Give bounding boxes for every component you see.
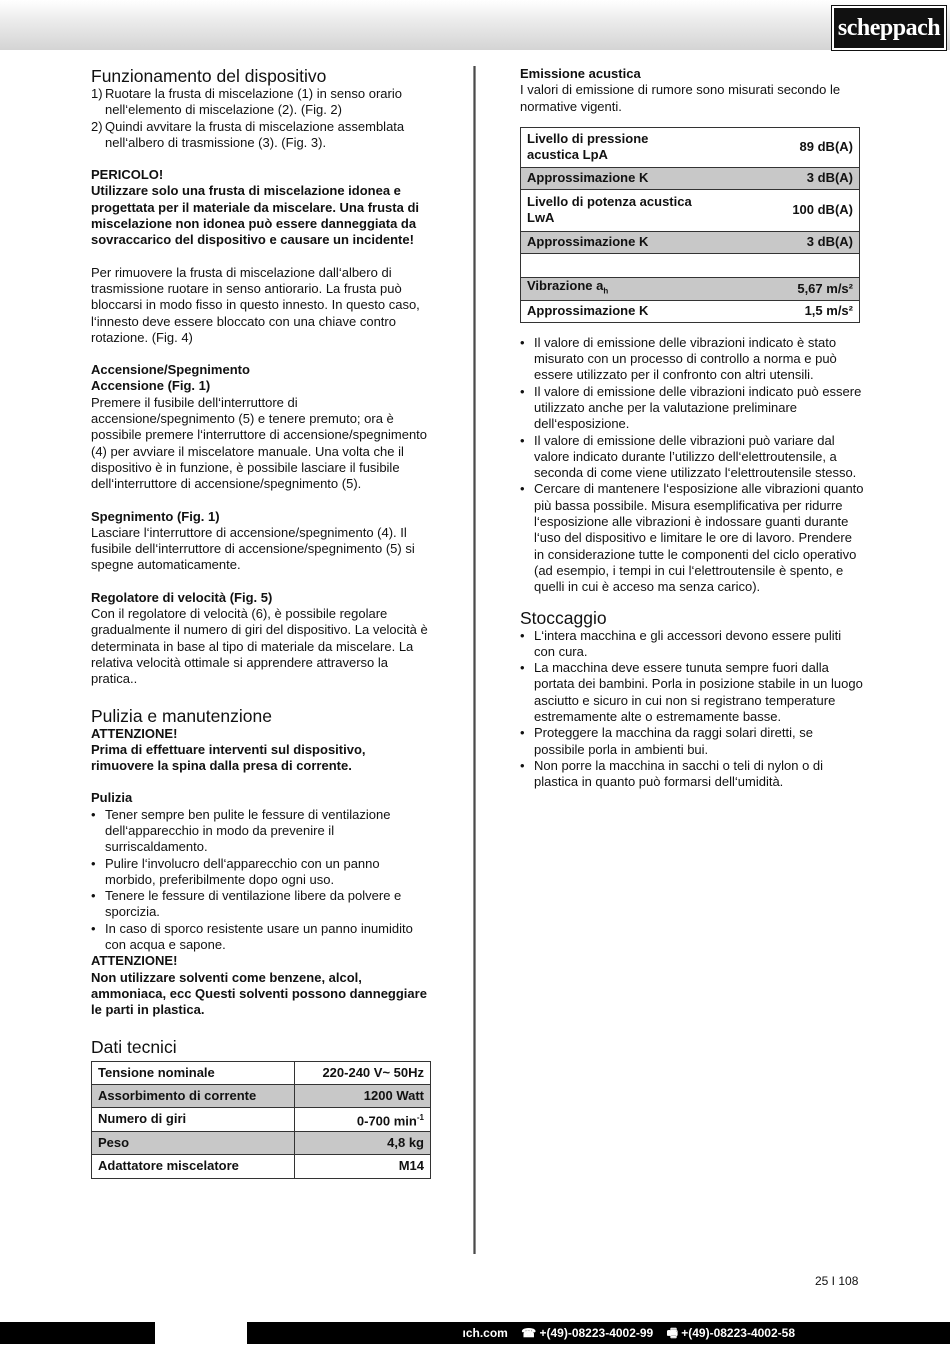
table-row: Peso 4,8 kg (92, 1131, 431, 1154)
list-item: • Il valore di emissione delle vibrazioni può variare dal valore indicato durante l’utilizzo dell‘elettroutensile, a seconda di come viene utilizzato l‘elettroutensile stesso. (520, 433, 865, 482)
remove-paragraph: Per rimuovere la frusta di miscelazione dall‘albero di trasmissione ruotare in senso antiorario. La frusta può bloccarsi in modo fisso in questo innesto. In questo caso, l‘innesto deve essere bloccato con una chiave contro rotazione. (Fig. 4) (91, 264, 420, 345)
list-item: • Proteggere la macchina da raggi solari diretti, se possibile porla in ambienti bui. (520, 725, 865, 758)
off-paragraph: Lasciare l‘interruttore di accensione/spegnimento (4). Il fusibile dell‘interruttore di accensione/spegnimento (5) si spegne automaticamente. (91, 524, 415, 573)
footer-contact (453, 1322, 796, 1344)
column-divider (473, 66, 476, 1254)
list-item: 1) Ruotare la frusta di miscelazione (1) in senso orario nell‘elemento di miscelazione (2). (Fig. 2) (91, 86, 402, 118)
section-title-cleaning: Pulizia e manutenzione (91, 705, 272, 726)
list-item: • La macchina deve essere tunuta sempre fuori dalla portata dei bambini. Porla in posizione stabile in un luogo asciutto e sicuro in cui non si registrano temperature estremamente alte o estremamente basse. (520, 660, 865, 725)
table-row: Livello di potenza acustica LwA 100 dB(A) (521, 189, 860, 231)
attention-text-2: Non utilizzare solventi come benzene, alcol, ammoniaca, ecc Questi solventi possono danneggiare le parti in plastica. (91, 969, 427, 1018)
list-item: • L‘intera macchina e gli accessori devono essere puliti con cura. (520, 628, 865, 661)
attention-text-1: Prima di effettuare interventi sul dispositivo, rimuovere la spina dalla presa di corrente. (91, 741, 366, 774)
table-row: Livello di pressione acustica LpA 89 dB(A) (521, 127, 860, 167)
list-item: • Non porre la macchina in sacchi o teli di nylon o di plastica in quanto può formarsi dell‘umidità. (520, 758, 865, 791)
noise-heading: Emissione acustica (520, 66, 641, 81)
list-item: • Il valore di emissione delle vibrazioni indicato può essere utilizzato anche per la valutazione preliminare dell‘esposizione. (520, 384, 865, 433)
page-number: 25 I 108 (815, 1274, 859, 1288)
header-bar (0, 0, 950, 50)
on-paragraph: Premere il fusibile dell‘interruttore di accensione/spegnimento (5) e tenere premuto; ora è possibile premere l‘interruttore di accensione/spegnimento (4) per avviare il miscelatore manuale. Una volta che il dispositivo è in funzione, è possibile lasciare il fusibile dell‘interruttore di accensione/spegnimento (5). (91, 394, 428, 492)
footer-fax: 🖷 +(49)-08223-4002-58 (666, 1326, 795, 1340)
vibration-list (520, 335, 865, 596)
table-row: Tensione nominale 220-240 V~ 50Hz (92, 1061, 431, 1084)
operation-steps (91, 86, 431, 151)
table-row: Approssimazione K 1,5 m/s² (521, 300, 860, 322)
attention-heading-2: ATTENZIONE! (91, 953, 178, 969)
section-title-storage: Stoccaggio (520, 607, 607, 628)
list-item: • Tener sempre ben pulite le fessure di ventilazione dell‘apparecchio in modo da prevenire il surriscaldamento. (91, 807, 431, 856)
speed-heading: Regolatore di velocità (Fig. 5) (91, 589, 273, 605)
on-heading: Accensione (Fig. 1) (91, 378, 211, 394)
storage-list (520, 628, 865, 791)
table-row: Assorbimento di corrente 1200 Watt (92, 1084, 431, 1107)
left-column (91, 66, 431, 1179)
table-row: Numero di giri 0-700 $\min^{-1}$ (92, 1108, 431, 1131)
table-row: Vibrazione $a_h$ 5,67 m/s² (521, 277, 860, 300)
list-item: • Pulire l‘involucro dell‘apparecchio con un panno morbido, preferibilmente dopo ogni uso. (91, 856, 431, 889)
tech-table (91, 1061, 431, 1179)
noise-table (520, 127, 860, 323)
table-row: Approssimazione K 3 dB(A) (521, 231, 860, 253)
danger-heading: PERICOLO! (91, 167, 164, 183)
cleaning-heading: Pulizia (91, 790, 133, 806)
off-heading: Spegnimento (Fig. 1) (91, 508, 220, 524)
danger-text: Utilizzare solo una frusta di miscelazione idonea e progettata per il materiale da miscelare. Una frusta di miscelazione non idonea può essere danneggiata da sovraccarico del dispositivo e causare un incidente! (91, 183, 420, 248)
table-row (521, 253, 860, 277)
list-item: • Tenere le fessure di ventilazione libere da polvere e sporcizia. (91, 888, 431, 921)
table-row: Adattatore miscelatore M14 (92, 1155, 431, 1178)
cleaning-list (91, 807, 431, 954)
list-item: • Cercare di mantenere l‘esposizione alle vibrazioni quanto più bassa possibile. Misura esemplificativa per ridurre l‘esposizione alle vibrazioni è indossare guanti durante l‘uso del dispositivo e limitare le ore di lavoro. Prendere in considerazione tutte le componenti del ciclo operativo (ad esempio, i tempi in cui l‘elettroutensile è spento, e quelli in cui è acceso ma senza carico). (520, 481, 865, 595)
list-item: 2) Quindi avvitare la frusta di miscelazione assemblata nell‘albero di trasmissione (3). (Fig. 3). (91, 118, 405, 150)
onoff-heading: Accensione/Spegnimento (91, 362, 250, 378)
right-column (520, 66, 865, 791)
speed-paragraph: Con il regolatore di velocità (6), è possibile regolare gradualmente il numero di giri del dispositivo. La velocità è determinata in base al tipo di materiale da miscelare. La relativa velocità ottimale si apprendere attraverso la pratica.. (91, 606, 428, 687)
footer-phone: ☎ +(49)-08223-4002-99 (521, 1326, 654, 1340)
list-item: • Il valore di emissione delle vibrazioni indicato è stato misurato con un processo di controllo a norma e può essere utilizzato per il confronto con altri utensili. (520, 335, 865, 384)
brand-logo: scheppach (832, 6, 946, 50)
footer-web[interactable]: ıch.com (462, 1326, 508, 1340)
footer-gap (155, 1322, 247, 1344)
attention-heading-1: ATTENZIONE! (91, 725, 178, 741)
section-title-operation: Funzionamento del dispositivo (91, 66, 327, 86)
table-row: Approssimazione K 3 dB(A) (521, 167, 860, 189)
noise-paragraph: I valori di emissione di rumore sono misurati secondo le normative vigenti. (520, 82, 841, 114)
section-title-tech: Dati tecnici (91, 1036, 177, 1057)
list-item: • In caso di sporco resistente usare un panno inumidito con acqua e sapone. (91, 921, 431, 954)
